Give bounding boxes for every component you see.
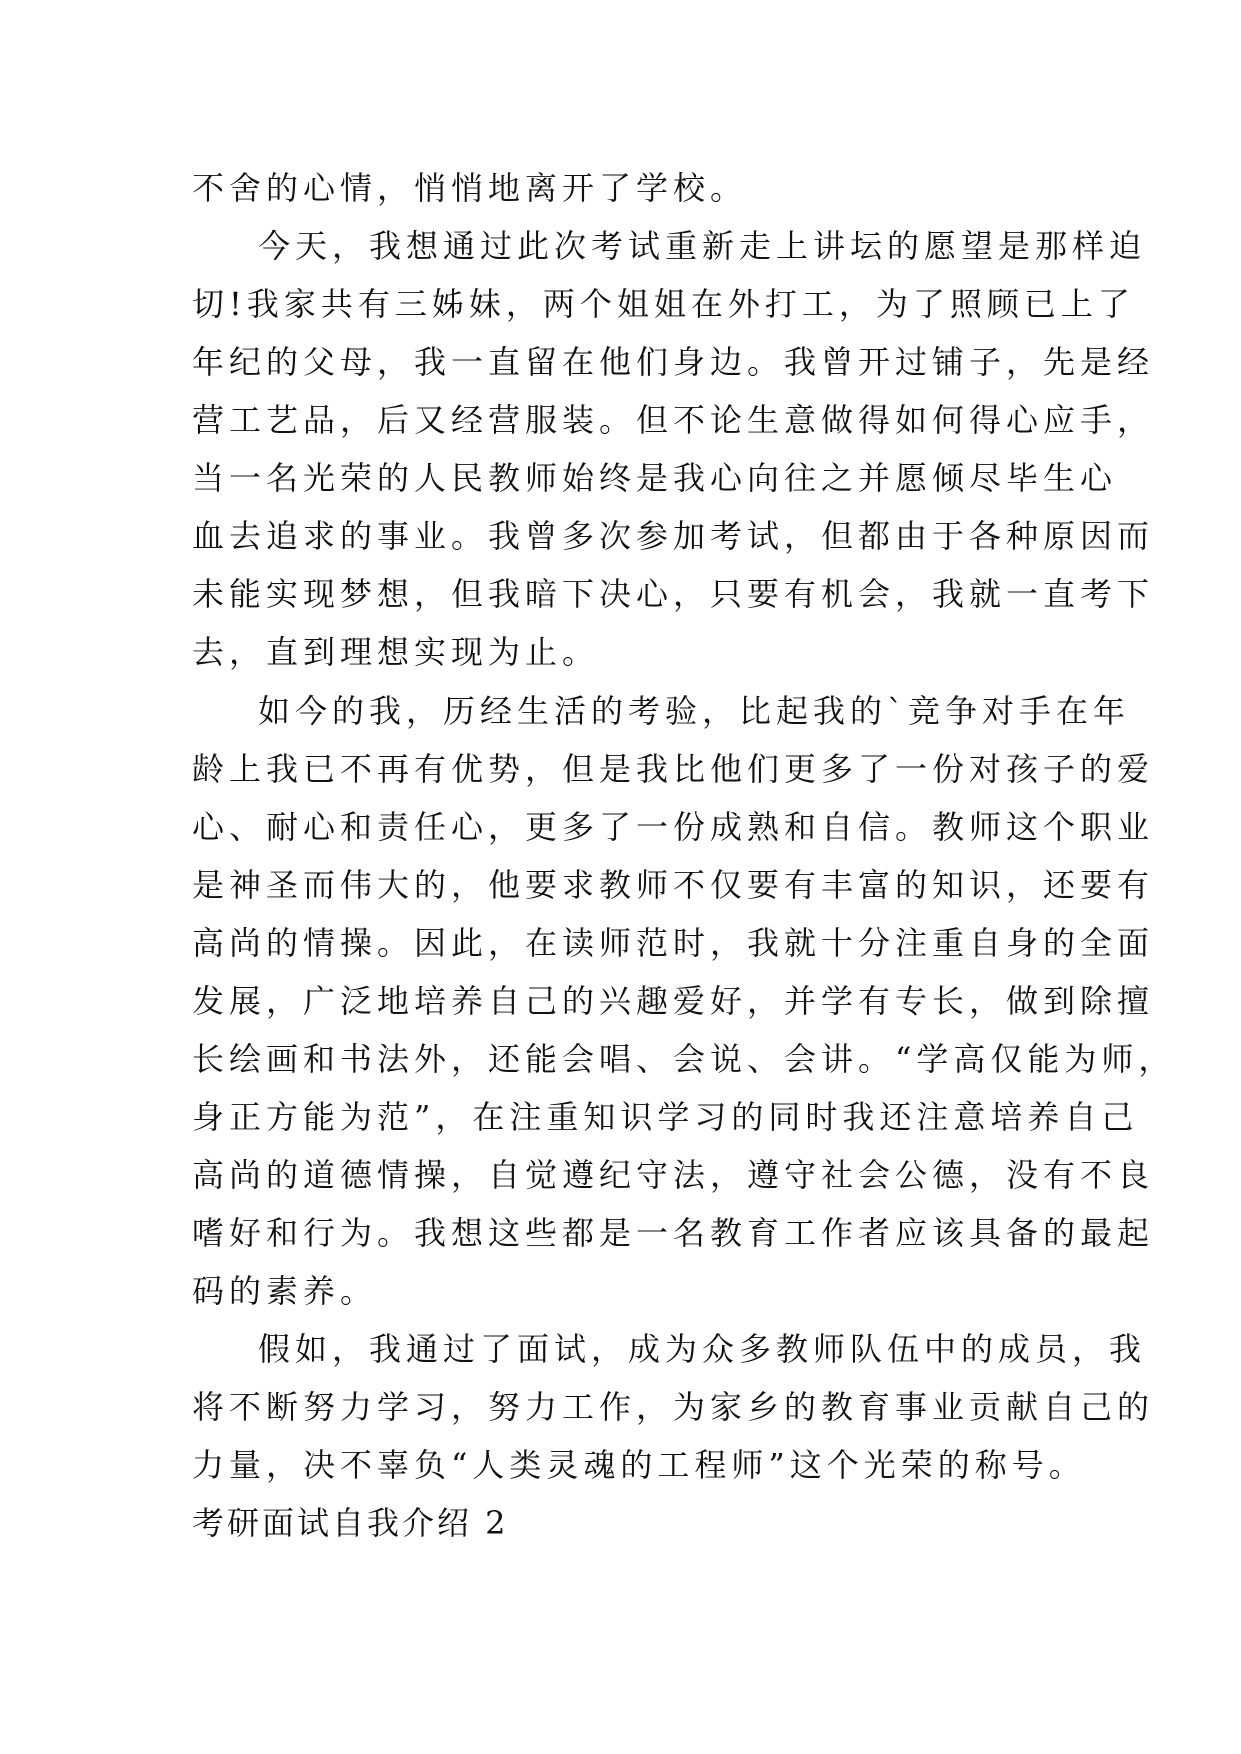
text-line: 码的素养。 xyxy=(192,1272,378,1310)
text-line: 龄上我已不再有优势，但是我比他们更多了一份对孩子的爱 xyxy=(192,750,1155,788)
text-line: 嗜好和行为。我想这些都是一名教育工作者应该具备的最起 xyxy=(192,1214,1155,1252)
text-line: 当一名光荣的人民教师始终是我心向往之并愿倾尽毕生心 xyxy=(192,459,1118,497)
text-line: 发展，广泛地培养自己的兴趣爱好，并学有专长，做到除擅 xyxy=(192,982,1155,1020)
paragraph-first-line: 今天，我想通过此次考试重新走上讲坛的愿望是那样迫 xyxy=(258,227,1147,265)
text-line: 身正方能为范”，在注重知识学习的同时我还注意培养自己 xyxy=(192,1098,1139,1136)
paragraph-first-line: 假如，我通过了面试，成为众多教师队伍中的成员，我 xyxy=(258,1330,1147,1368)
text-line: 切!我家共有三姊妹，两个姐姐在外打工，为了照顾已上了 xyxy=(192,285,1135,323)
text-line: 是神圣而伟大的，他要求教师不仅要有丰富的知识，还要有 xyxy=(192,866,1155,904)
text-line: 营工艺品，后又经营服装。但不论生意做得如何得心应手， xyxy=(192,401,1155,439)
text-line: 高尚的情操。因此，在读师范时，我就十分注重自身的全面 xyxy=(192,924,1155,962)
section-heading: 考研面试自我介绍 2 xyxy=(192,1504,509,1542)
text-line: 年纪的父母，我一直留在他们身边。我曾开过铺子，先是经 xyxy=(192,343,1155,381)
text-line: 不舍的心情，悄悄地离开了学校。 xyxy=(192,169,748,207)
text-line: 血去追求的事业。我曾多次参加考试，但都由于各种原因而 xyxy=(192,517,1155,555)
text-line: 去，直到理想实现为止。 xyxy=(192,633,600,671)
text-line: 力量，决不辜负“人类灵魂的工程师”这个光荣的称号。 xyxy=(192,1446,1086,1484)
paragraph-first-line: 如今的我，历经生活的考验，比起我的`竞争对手在年 xyxy=(258,692,1131,730)
text-line: 心、耐心和责任心，更多了一份成熟和自信。教师这个职业 xyxy=(192,808,1155,846)
text-line: 将不断努力学习，努力工作，为家乡的教育事业贡献自己的 xyxy=(192,1388,1155,1426)
text-line: 长绘画和书法外，还能会唱、会说、会讲。“学高仅能为师， xyxy=(192,1040,1176,1078)
text-line: 未能实现梦想，但我暗下决心，只要有机会，我就一直考下 xyxy=(192,575,1155,613)
text-line: 高尚的道德情操，自觉遵纪守法，遵守社会公德，没有不良 xyxy=(192,1156,1155,1194)
